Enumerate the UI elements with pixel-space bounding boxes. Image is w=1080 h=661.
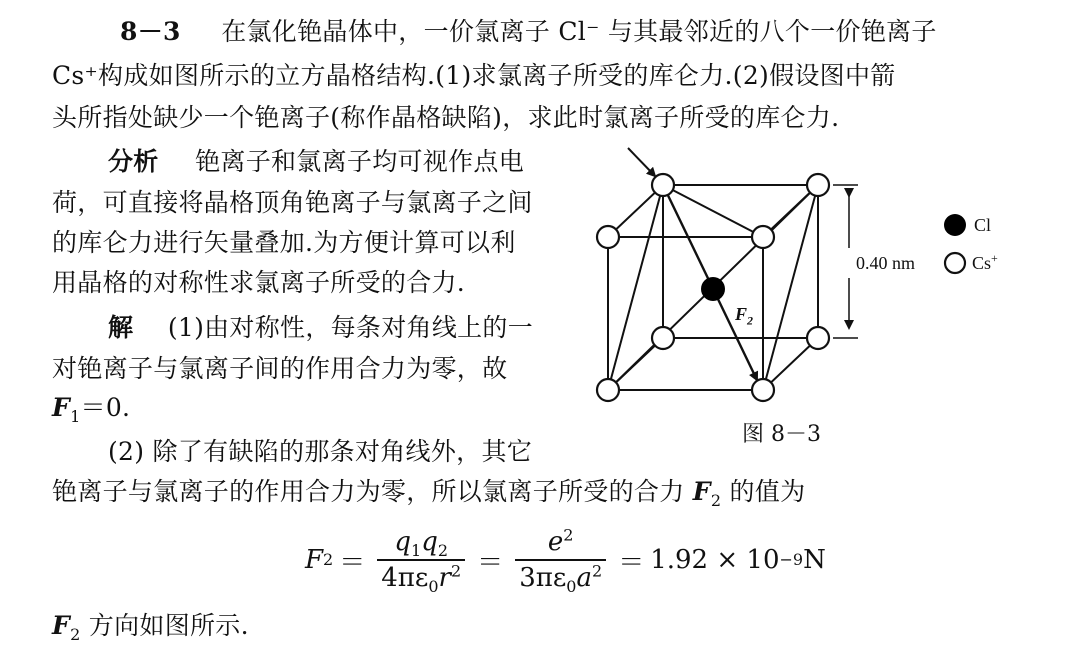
formula-eq-1: ＝ [339, 547, 366, 578]
analysis-text-2: 荷，可直接将晶格顶角铯离子与氯离子之间 [52, 188, 533, 217]
dimension-label: 0.40 nm [856, 253, 916, 273]
force-label [735, 304, 754, 328]
formula-value: 1.92 × 10 [650, 545, 780, 575]
legend-cs-marker [945, 253, 965, 273]
legend-cs-label [972, 253, 998, 273]
f1-symbol: F [52, 393, 71, 422]
den1-prefix: 4πε [381, 563, 429, 593]
formula-lhs: F [305, 545, 324, 575]
defect-pointer-arrow [628, 148, 655, 176]
f2-symbol-inline: F [692, 477, 711, 506]
e-symbol: e [547, 527, 564, 557]
solution-text-2: 对铯离子与氯离子间的作用合力为零，故 [52, 354, 508, 383]
coulomb-formula: F 2 ＝ $\frac{q_1q_2}{4\pi\varepsilon_0r^2}$ ＝ $\frac{e^2}{3\pi\varepsilon_0a^2}$ ＝ 1.92 × 10 −9 N [305, 525, 826, 597]
force-label-symbol: F [735, 304, 748, 324]
formula-unit: N [803, 545, 826, 575]
den2-exp: 2 [592, 561, 603, 581]
formula-eq-3: ＝ [618, 547, 645, 578]
solution-heading: 解 [108, 313, 134, 342]
legend-cs-text: Cs [972, 253, 992, 273]
figure-caption: 图 8－3 [742, 422, 821, 447]
legend-cl-label: Cl [974, 215, 992, 235]
cs-ion-front-top-left [597, 226, 619, 248]
diag-right-1 [763, 185, 818, 390]
f1-value: ＝0. [80, 393, 131, 422]
q1-symbol: q [394, 527, 412, 557]
analysis-text-4: 用晶格的对称性求氯离子所受的合力. [52, 268, 466, 297]
conclusion-f2-symbol: F [52, 611, 71, 640]
analysis-heading: 分析 [108, 147, 159, 176]
f1-subscript: 1 [70, 407, 81, 426]
solution-text-1: (1)由对称性，每条对角线上的一 [167, 313, 534, 342]
solution-text-5-pre: 铯离子与氯离子的作用合力为零，所以氯离子所受的合力 [52, 477, 693, 506]
q2-sub: 2 [437, 541, 449, 561]
den2-epsilon-sub: 0 [566, 577, 577, 597]
cs-ion-back-bottom-right [807, 327, 829, 349]
problem-number: 8－3 [120, 17, 181, 46]
legend-cs-sup: + [991, 251, 998, 265]
e-exp: 2 [563, 525, 574, 545]
cs-ion-front-top-right [752, 226, 774, 248]
cl-ion-center [701, 277, 725, 301]
den1-exp: 2 [450, 561, 462, 581]
cs-ion-back-top-left [652, 174, 674, 196]
conclusion-text: 方向如图所示. [80, 611, 249, 640]
cs-ion-back-bottom-left [652, 327, 674, 349]
conclusion-f2-sub: 2 [70, 625, 81, 644]
problem-text-1: 在氯化铯晶体中，一价氯离子 Cl⁻ 与其最邻近的八个一价铯离子 [221, 17, 937, 46]
q1-sub: 1 [411, 541, 422, 561]
force-label-sub: 2 [747, 313, 754, 328]
solution-text-4: (2) 除了有缺陷的那条对角线外，其它 [108, 437, 533, 466]
cs-ion-back-top-right [807, 174, 829, 196]
cs-ion-front-bottom-left [597, 379, 619, 401]
diag-top-1 [663, 185, 763, 237]
solution-text-5-post: 的值为 [721, 477, 806, 506]
den2-a: a [576, 563, 592, 593]
q2-symbol: q [421, 527, 438, 557]
cs-ion-front-bottom-right [752, 379, 774, 401]
diag-left-1 [608, 185, 663, 390]
f2-subscript-inline: 2 [710, 491, 722, 510]
formula-eq-2: ＝ [477, 547, 504, 578]
problem-text-3: 头所指处缺少一个铯离子(称作晶格缺陷)，求此时氯离子所受的库仑力. [52, 103, 840, 132]
analysis-text-3: 的库仑力进行矢量叠加.为方便计算可以利 [52, 228, 516, 257]
den2-prefix: 3πε [519, 563, 567, 593]
den1-r: r [438, 563, 451, 593]
legend-cl-marker [944, 214, 966, 236]
problem-text-2: Cs⁺构成如图所示的立方晶格结构.(1)求氯离子所受的库仑力.(2)假设图中箭 [52, 61, 896, 90]
den1-epsilon-sub: 0 [428, 577, 439, 597]
analysis-text-1: 铯离子和氯离子均可视作点电 [195, 147, 525, 176]
